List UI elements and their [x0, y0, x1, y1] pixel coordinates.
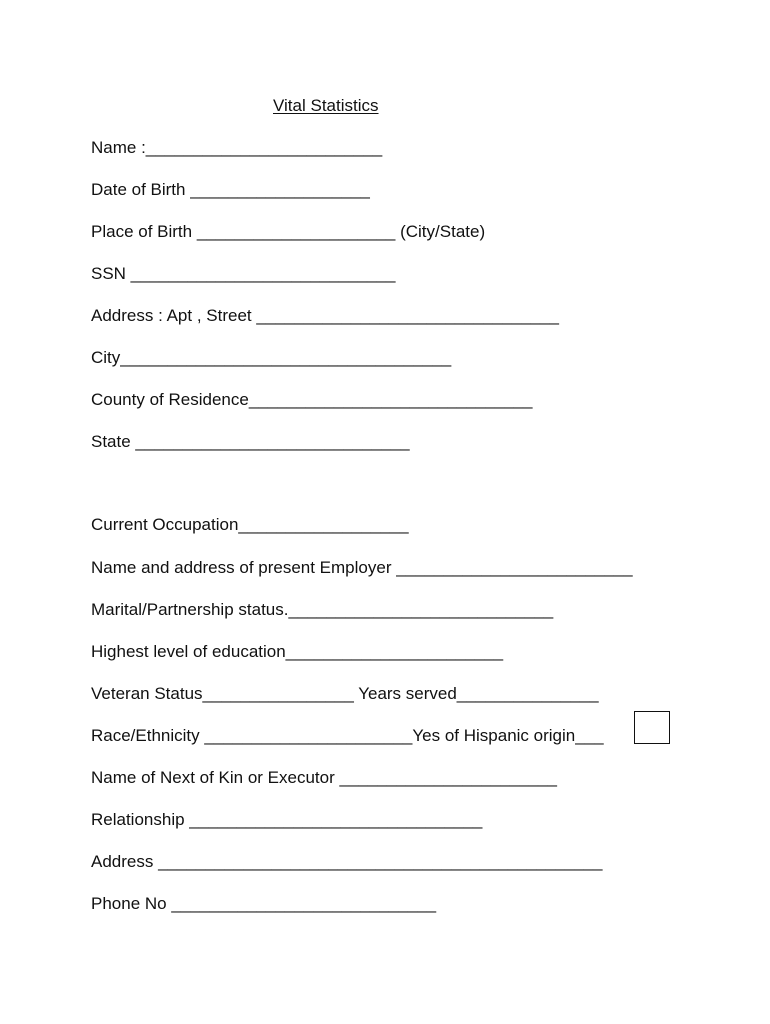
place-of-birth-field[interactable]: Place of Birth _____________________ (City/State) — [91, 222, 486, 241]
race-ethnicity-field[interactable]: Race/Ethnicity ______________________Yes of Hispanic origin___ — [91, 726, 604, 745]
education-field[interactable]: Highest level of education_______________________ — [91, 642, 504, 661]
employer-field[interactable]: Name and address of present Employer _________________________ — [91, 558, 633, 577]
relationship-field[interactable]: Relationship _______________________________ — [91, 810, 483, 829]
state-field[interactable]: State _____________________________ — [91, 432, 410, 451]
phone-field[interactable]: Phone No ____________________________ — [91, 894, 437, 913]
marital-status-field[interactable]: Marital/Partnership status.____________________________ — [91, 600, 554, 619]
kin-address-field[interactable]: Address _______________________________________________ — [91, 852, 603, 871]
veteran-status-field[interactable]: Veteran Status________________ Years served_______________ — [91, 684, 599, 703]
city-field[interactable]: City___________________________________ — [91, 348, 452, 367]
form-title: Vital Statistics — [273, 96, 379, 115]
hispanic-origin-checkbox[interactable] — [634, 711, 670, 744]
county-field[interactable]: County of Residence______________________________ — [91, 390, 533, 409]
next-of-kin-field[interactable]: Name of Next of Kin or Executor _______________________ — [91, 768, 557, 787]
name-field[interactable]: Name :_________________________ — [91, 138, 383, 157]
date-of-birth-field[interactable]: Date of Birth ___________________ — [91, 180, 370, 199]
occupation-field[interactable]: Current Occupation__________________ — [91, 515, 409, 534]
ssn-field[interactable]: SSN ____________________________ — [91, 264, 396, 283]
street-address-field[interactable]: Address : Apt , Street ________________________________ — [91, 306, 559, 325]
